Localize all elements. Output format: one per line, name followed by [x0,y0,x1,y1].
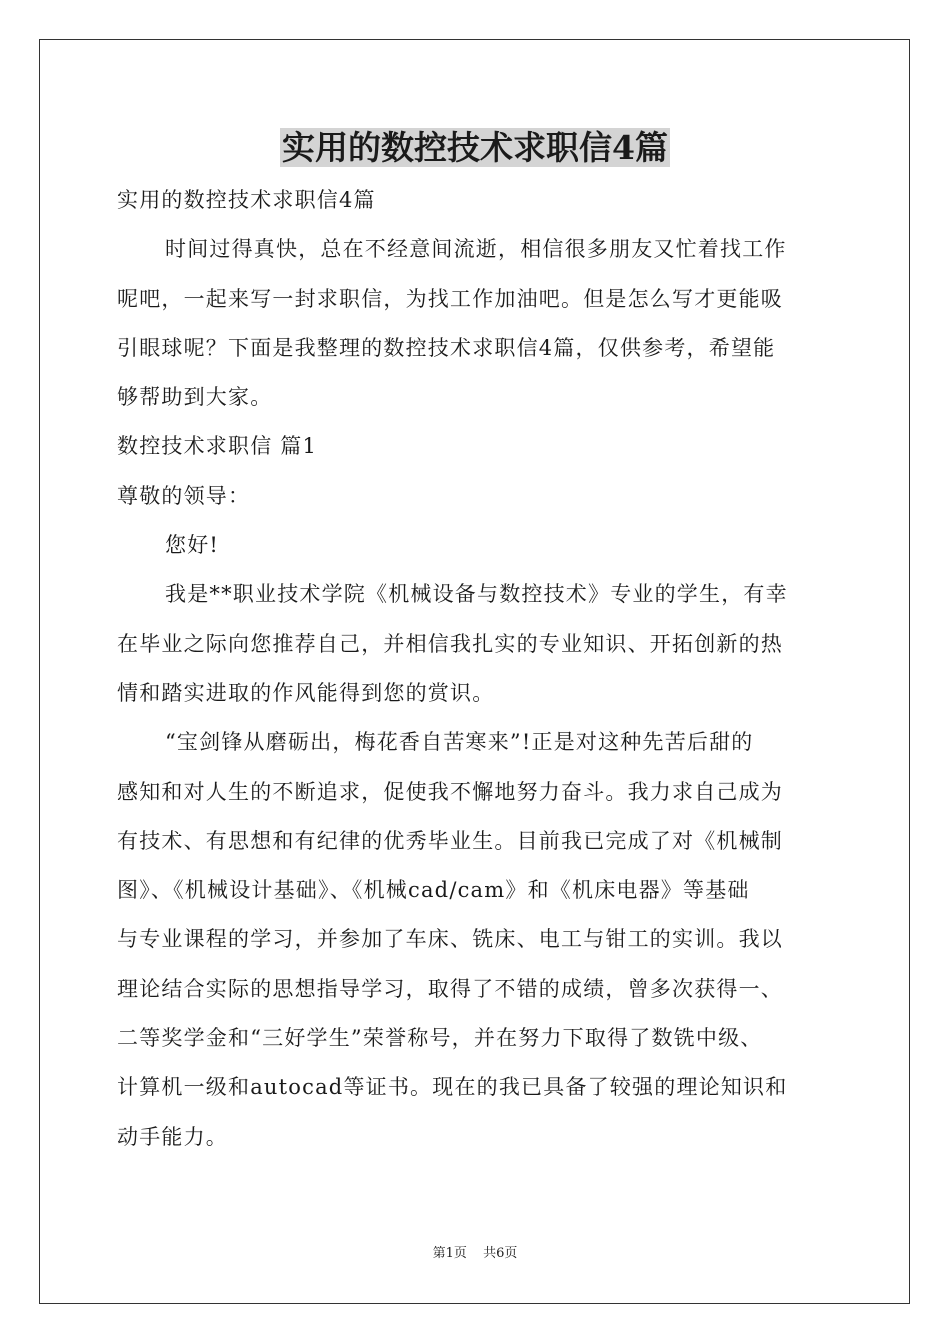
document-title: 实用的数控技术求职信4篇 [282,128,668,167]
body-line: 时间过得真快，总在不经意间流逝，相信很多朋友又忙着找工作 [165,237,787,262]
body-line: 您好! [165,533,220,558]
body-line: 理论结合实际的思想指导学习，取得了不错的成绩，曾多次获得一、 [117,976,783,1001]
body-line: 呢吧，一起来写一封求职信，为找工作加油吧。但是怎么写才更能吸 [117,286,783,311]
body-line: 够帮助到大家。 [117,385,273,410]
document-body [117,176,833,1162]
page-footer [0,1246,950,1262]
body-line: 与专业课程的学习，并参加了车床、铣床、电工与钳工的实训。我以 [117,927,783,952]
page-total: 共6页 [483,1246,518,1261]
body-line: 在毕业之际向您推荐自己，并相信我扎实的专业知识、开拓创新的热 [117,631,783,656]
body-line: 二等奖学金和“三好学生”荣誉称号，并在努力下取得了数铣中级、 [117,1026,763,1051]
page-number: 第1页 [432,1246,467,1261]
body-line: 计算机一级和autocad等证书。现在的我已具备了较强的理论知识和 [117,1075,788,1100]
body-line: 引眼球呢？下面是我整理的数控技术求职信4篇，仅供参考，希望能 [117,335,776,360]
document-title-container [0,128,950,168]
body-line: “宝剑锋从磨砺出，梅花香自苦寒来”!正是对这种先苦后甜的 [165,730,754,755]
body-line: 情和踏实进取的作风能得到您的赏识。 [117,680,495,705]
body-line: 尊敬的领导： [117,483,251,508]
body-line: 动手能力。 [117,1124,228,1149]
body-line: 我是**职业技术学院《机械设备与数控技术》专业的学生，有幸 [165,582,788,607]
body-line: 数控技术求职信 篇1 [117,434,318,459]
body-line: 感知和对人生的不断追求，促使我不懈地努力奋斗。我力求自己成为 [117,779,783,804]
document-subtitle: 实用的数控技术求职信4篇 [117,188,376,212]
body-line: 图》、《机械设计基础》、《机械cad/cam》和《机床电器》等基础 [117,878,750,903]
body-lines [117,225,833,1162]
body-line: 有技术、有思想和有纪律的优秀毕业生。目前我已完成了对《机械制 [117,828,783,853]
